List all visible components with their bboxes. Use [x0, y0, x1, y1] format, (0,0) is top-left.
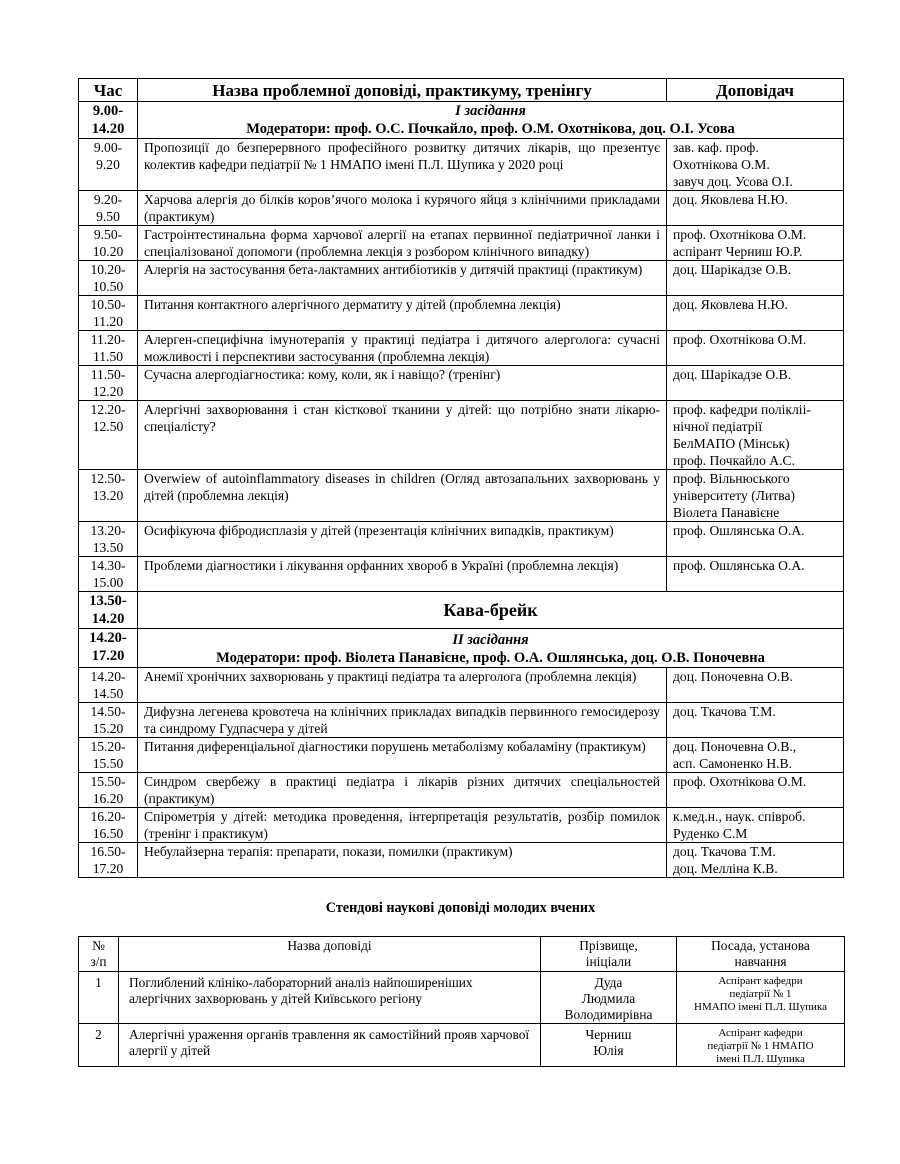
- program-row: [79, 226, 844, 261]
- row-speaker: доц. Яковлева Н.Ю.: [667, 191, 844, 226]
- program-row: [79, 843, 844, 878]
- posters-header-row: [79, 937, 845, 972]
- row-speaker: доц. Ткачова Т.М.: [667, 703, 844, 738]
- poster-position: Аспірант кафедри педіатрії № 1 НМАПО імені П.Л. Шупика: [677, 1024, 845, 1067]
- row-time: 15.20- 15.50: [79, 738, 138, 773]
- program-row: [79, 738, 844, 773]
- row-topic: Дифузна легенева кровотеча на клінічних прикладах випадків первинного гемосидерозу та синдрому Гудпасчера у дітей: [138, 703, 667, 738]
- row-topic: Алергія на застосування бета-лактамних антибіотиків у дитячій практиці (практикум): [138, 261, 667, 296]
- poster-row: [79, 972, 845, 1024]
- session-moderators: [142, 649, 839, 667]
- session-title: ІІ засідання: [452, 632, 529, 648]
- row-time: 16.50- 17.20: [79, 843, 138, 878]
- program-row: [79, 139, 844, 191]
- row-time: 10.50- 11.20: [79, 296, 138, 331]
- row-time: 10.20- 10.50: [79, 261, 138, 296]
- poster-row: [79, 1024, 845, 1067]
- poster-title: Поглиблений клініко-лабораторний аналіз найпоширеніших алергічних захворювань у дітей Київського регіону: [119, 972, 541, 1024]
- posters-table: [78, 936, 845, 1067]
- row-time: 12.20- 12.50: [79, 401, 138, 470]
- posters-body: [79, 972, 845, 1067]
- row-time: 9.20- 9.50: [79, 191, 138, 226]
- break-row: [79, 592, 844, 629]
- program-table: [78, 78, 844, 878]
- row-topic: Алергічні захворювання і стан кісткової тканини у дітей: що потрібно знати лікарю-спеціалісту?: [138, 401, 667, 470]
- break-label: Кава-брейк: [138, 592, 844, 629]
- row-topic: Осифікуюча фібродисплазія у дітей (презентація клінічних випадків, практикум): [138, 522, 667, 557]
- row-time: 13.20- 13.50: [79, 522, 138, 557]
- header-position: Посада, установа навчання: [677, 937, 845, 972]
- session-time: 9.00- 14.20: [79, 102, 138, 139]
- poster-title: Алергічні ураження органів травлення як самостійний прояв харчової алергії у дітей: [119, 1024, 541, 1067]
- poster-num: 1: [79, 972, 119, 1024]
- row-speaker: проф. Охотнікова О.М.: [667, 331, 844, 366]
- program-row: [79, 401, 844, 470]
- row-time: 9.50- 10.20: [79, 226, 138, 261]
- row-topic: Пропозиції до безперервного професійного розвитку дитячих лікарів, що презентує колектив кафедри педіатрії № 1 НМАПО імені П.Л. Шупика у 2020 році: [138, 139, 667, 191]
- poster-name: Черниш Юлія: [541, 1024, 677, 1067]
- row-topic: Спірометрія у дітей: методика проведення, інтерпретація результатів, розбір помилок (тренінг і практикум): [138, 808, 667, 843]
- row-topic: Синдром свербежу в практиці педіатра і лікарів різних дитячих спеціальностей (практикум): [138, 773, 667, 808]
- program-header-row: [79, 79, 844, 102]
- document-page: [78, 78, 843, 1067]
- row-speaker: проф. Ошлянська О.А.: [667, 557, 844, 592]
- poster-position: Аспірант кафедри педіатрії № 1 НМАПО імені П.Л. Шупика: [677, 972, 845, 1024]
- row-speaker: доц. Яковлева Н.Ю.: [667, 296, 844, 331]
- moderators-label: Модератори:: [246, 121, 331, 137]
- program-row: [79, 331, 844, 366]
- posters-title: Стендові наукові доповіді молодих вчених: [325, 900, 596, 916]
- poster-name: Дуда Людмила Володимирівна: [541, 972, 677, 1024]
- session-heading: [138, 629, 844, 668]
- program-row: [79, 191, 844, 226]
- session-row: [79, 629, 844, 668]
- program-row: [79, 703, 844, 738]
- row-topic: Сучасна алергодіагностика: кому, коли, як і навіщо? (тренінг): [138, 366, 667, 401]
- session-row: [79, 102, 844, 139]
- row-speaker: проф. Вільнюського університету (Литва) Віолета Панавієне: [667, 470, 844, 522]
- row-topic: Питання диференціальної діагностики порушень метаболізму кобаламіну (практикум): [138, 738, 667, 773]
- program-row: [79, 808, 844, 843]
- row-speaker: проф. Охотнікова О.М.: [667, 773, 844, 808]
- program-row: [79, 366, 844, 401]
- program-row: [79, 470, 844, 522]
- row-topic: Небулайзерна терапія: препарати, покази, помилки (практикум): [138, 843, 667, 878]
- row-topic: Харчова алергія до білків коров’ячого молока і курячого яйця з клінічними прикладами (практикум): [138, 191, 667, 226]
- row-speaker: доц. Шарікадзе О.В.: [667, 366, 844, 401]
- header-time: Час: [79, 79, 138, 102]
- row-speaker: проф. кафедри полікліі- нічної педіатрії БелМАПО (Мінськ) проф. Почкайло А.С.: [667, 401, 844, 470]
- row-topic: Overwiew of autoinflammatory diseases in children (Огляд автозапальних захворювань у дітей (проблемна лекція): [138, 470, 667, 522]
- row-topic: Проблеми діагностики і лікування орфанних хвороб в Україні (проблемна лекція): [138, 557, 667, 592]
- row-speaker: доц. Поночевна О.В.: [667, 668, 844, 703]
- header-title: Назва доповіді: [119, 937, 541, 972]
- header-speaker: Доповідач: [667, 79, 844, 102]
- row-time: 12.50- 13.20: [79, 470, 138, 522]
- header-name: Прізвище, ініціали: [541, 937, 677, 972]
- moderators-names: проф. Віолета Панавієне, проф. О.А. Ошлянська, доц. О.В. Поночевна: [304, 650, 765, 666]
- row-speaker: доц. Ткачова Т.М. доц. Мелліна К.В.: [667, 843, 844, 878]
- row-speaker: доц. Шарікадзе О.В.: [667, 261, 844, 296]
- moderators-label: Модератори:: [216, 650, 301, 666]
- row-time: 14.50- 15.20: [79, 703, 138, 738]
- row-time: 15.50- 16.20: [79, 773, 138, 808]
- row-time: 14.30- 15.00: [79, 557, 138, 592]
- row-time: 9.00- 9.20: [79, 139, 138, 191]
- row-topic: Алерген-специфічна імунотерапія у практиці педіатра і дитячого алерголога: сучасні можливості і перспективи застосування (проблемна лекція): [138, 331, 667, 366]
- row-time: 14.20- 14.50: [79, 668, 138, 703]
- row-speaker: к.мед.н., наук. співроб. Руденко С.М: [667, 808, 844, 843]
- row-time: 11.50- 12.20: [79, 366, 138, 401]
- row-time: 11.20- 11.50: [79, 331, 138, 366]
- session-moderators: [142, 120, 839, 138]
- row-speaker: зав. каф. проф. Охотнікова О.М. завуч доц. Усова О.І.: [667, 139, 844, 191]
- row-speaker: доц. Поночевна О.В., асп. Самоненко Н.В.: [667, 738, 844, 773]
- program-body: [79, 102, 844, 878]
- row-speaker: проф. Охотнікова О.М. аспірант Черниш Ю.Р.: [667, 226, 844, 261]
- header-topic: Назва проблемної доповіді, практикуму, тренінгу: [138, 79, 667, 102]
- row-topic: Питання контактного алергічного дерматиту у дітей (проблемна лекція): [138, 296, 667, 331]
- session-title: І засідання: [455, 103, 526, 119]
- row-time: 16.20- 16.50: [79, 808, 138, 843]
- program-row: [79, 522, 844, 557]
- program-row: [79, 296, 844, 331]
- poster-num: 2: [79, 1024, 119, 1067]
- header-num: № з/п: [79, 937, 119, 972]
- program-row: [79, 557, 844, 592]
- program-row: [79, 773, 844, 808]
- break-time: 13.50- 14.20: [79, 592, 138, 629]
- program-row: [79, 668, 844, 703]
- row-topic: Анемії хронічних захворювань у практиці педіатра та алерголога (проблемна лекція): [138, 668, 667, 703]
- session-heading: [138, 102, 844, 139]
- moderators-names: проф. О.С. Почкайло, проф. О.М. Охотнікова, доц. О.І. Усова: [334, 121, 735, 137]
- session-time: 14.20- 17.20: [79, 629, 138, 668]
- row-speaker: проф. Ошлянська О.А.: [667, 522, 844, 557]
- program-row: [79, 261, 844, 296]
- row-topic: Гастроінтестинальна форма харчової алергії на етапах первинної педіатричної ланки і спеціалізованої допомоги (проблемна лекція з розбором клінічного випадку): [138, 226, 667, 261]
